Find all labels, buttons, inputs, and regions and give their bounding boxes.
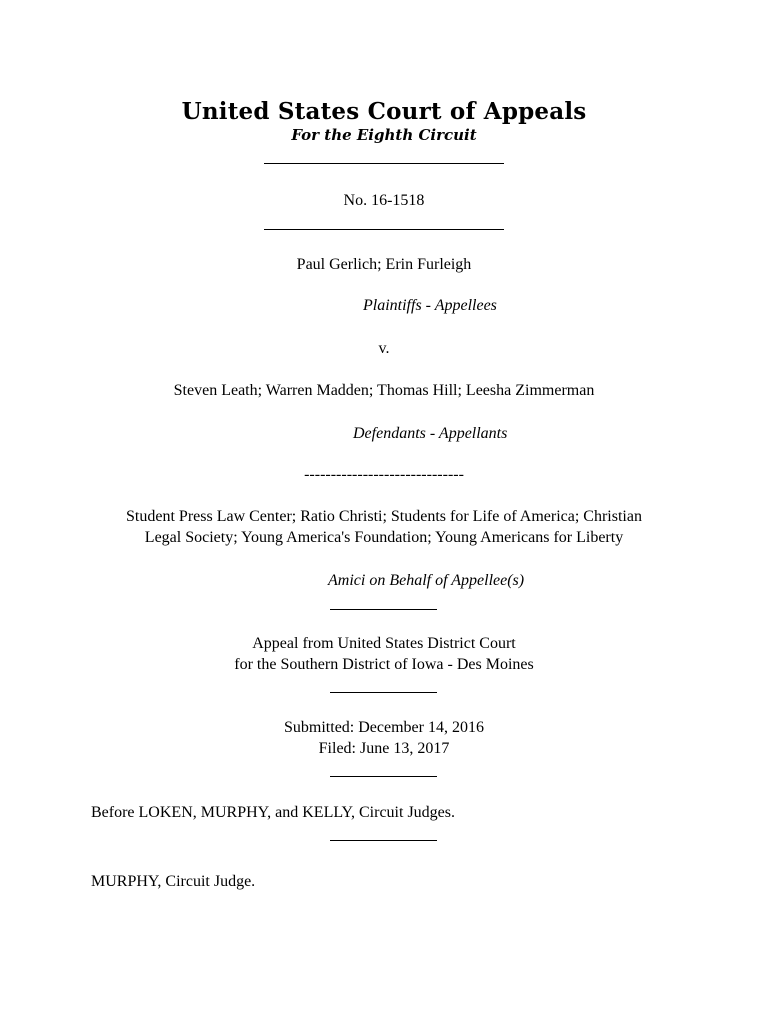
divider-rule [330,840,437,841]
case-number: No. 16-1518 [343,192,425,209]
panel-judges: Before LOKEN, MURPHY, and KELLY, Circuit Judges. [91,804,455,821]
amici-role: Amici on Behalf of Appellee(s) [328,572,525,589]
defendants-role: Defendants - Appellants [353,425,508,442]
dash-divider: ------------------------------ [304,466,464,483]
divider-rule [330,692,437,693]
amici-line-1: Student Press Law Center; Ratio Christi; Students for Life of America; Christian [126,508,642,525]
submitted-date: Submitted: December 14, 2016 [284,719,484,736]
court-title: United States Court of Appeals [181,98,587,125]
defendants: Steven Leath; Warren Madden; Thomas Hill; Leesha Zimmerman [173,382,595,399]
divider-rule [264,229,504,230]
divider-rule [264,163,504,164]
appeal-line-1: Appeal from United States District Court [252,635,516,652]
opinion-author: MURPHY, Circuit Judge. [91,873,256,890]
appeal-line-2: for the Southern District of Iowa - Des Moines [234,656,534,673]
amici-line-2: Legal Society; Young America's Foundation; Young Americans for Liberty [144,529,624,546]
filed-date: Filed: June 13, 2017 [318,740,450,757]
plaintiffs-role: Plaintiffs - Appellees [363,297,497,314]
versus: v. [378,340,390,357]
divider-rule [330,776,437,777]
plaintiffs: Paul Gerlich; Erin Furleigh [296,256,472,273]
court-circuit: For the Eighth Circuit [291,126,477,144]
divider-rule [330,609,437,610]
